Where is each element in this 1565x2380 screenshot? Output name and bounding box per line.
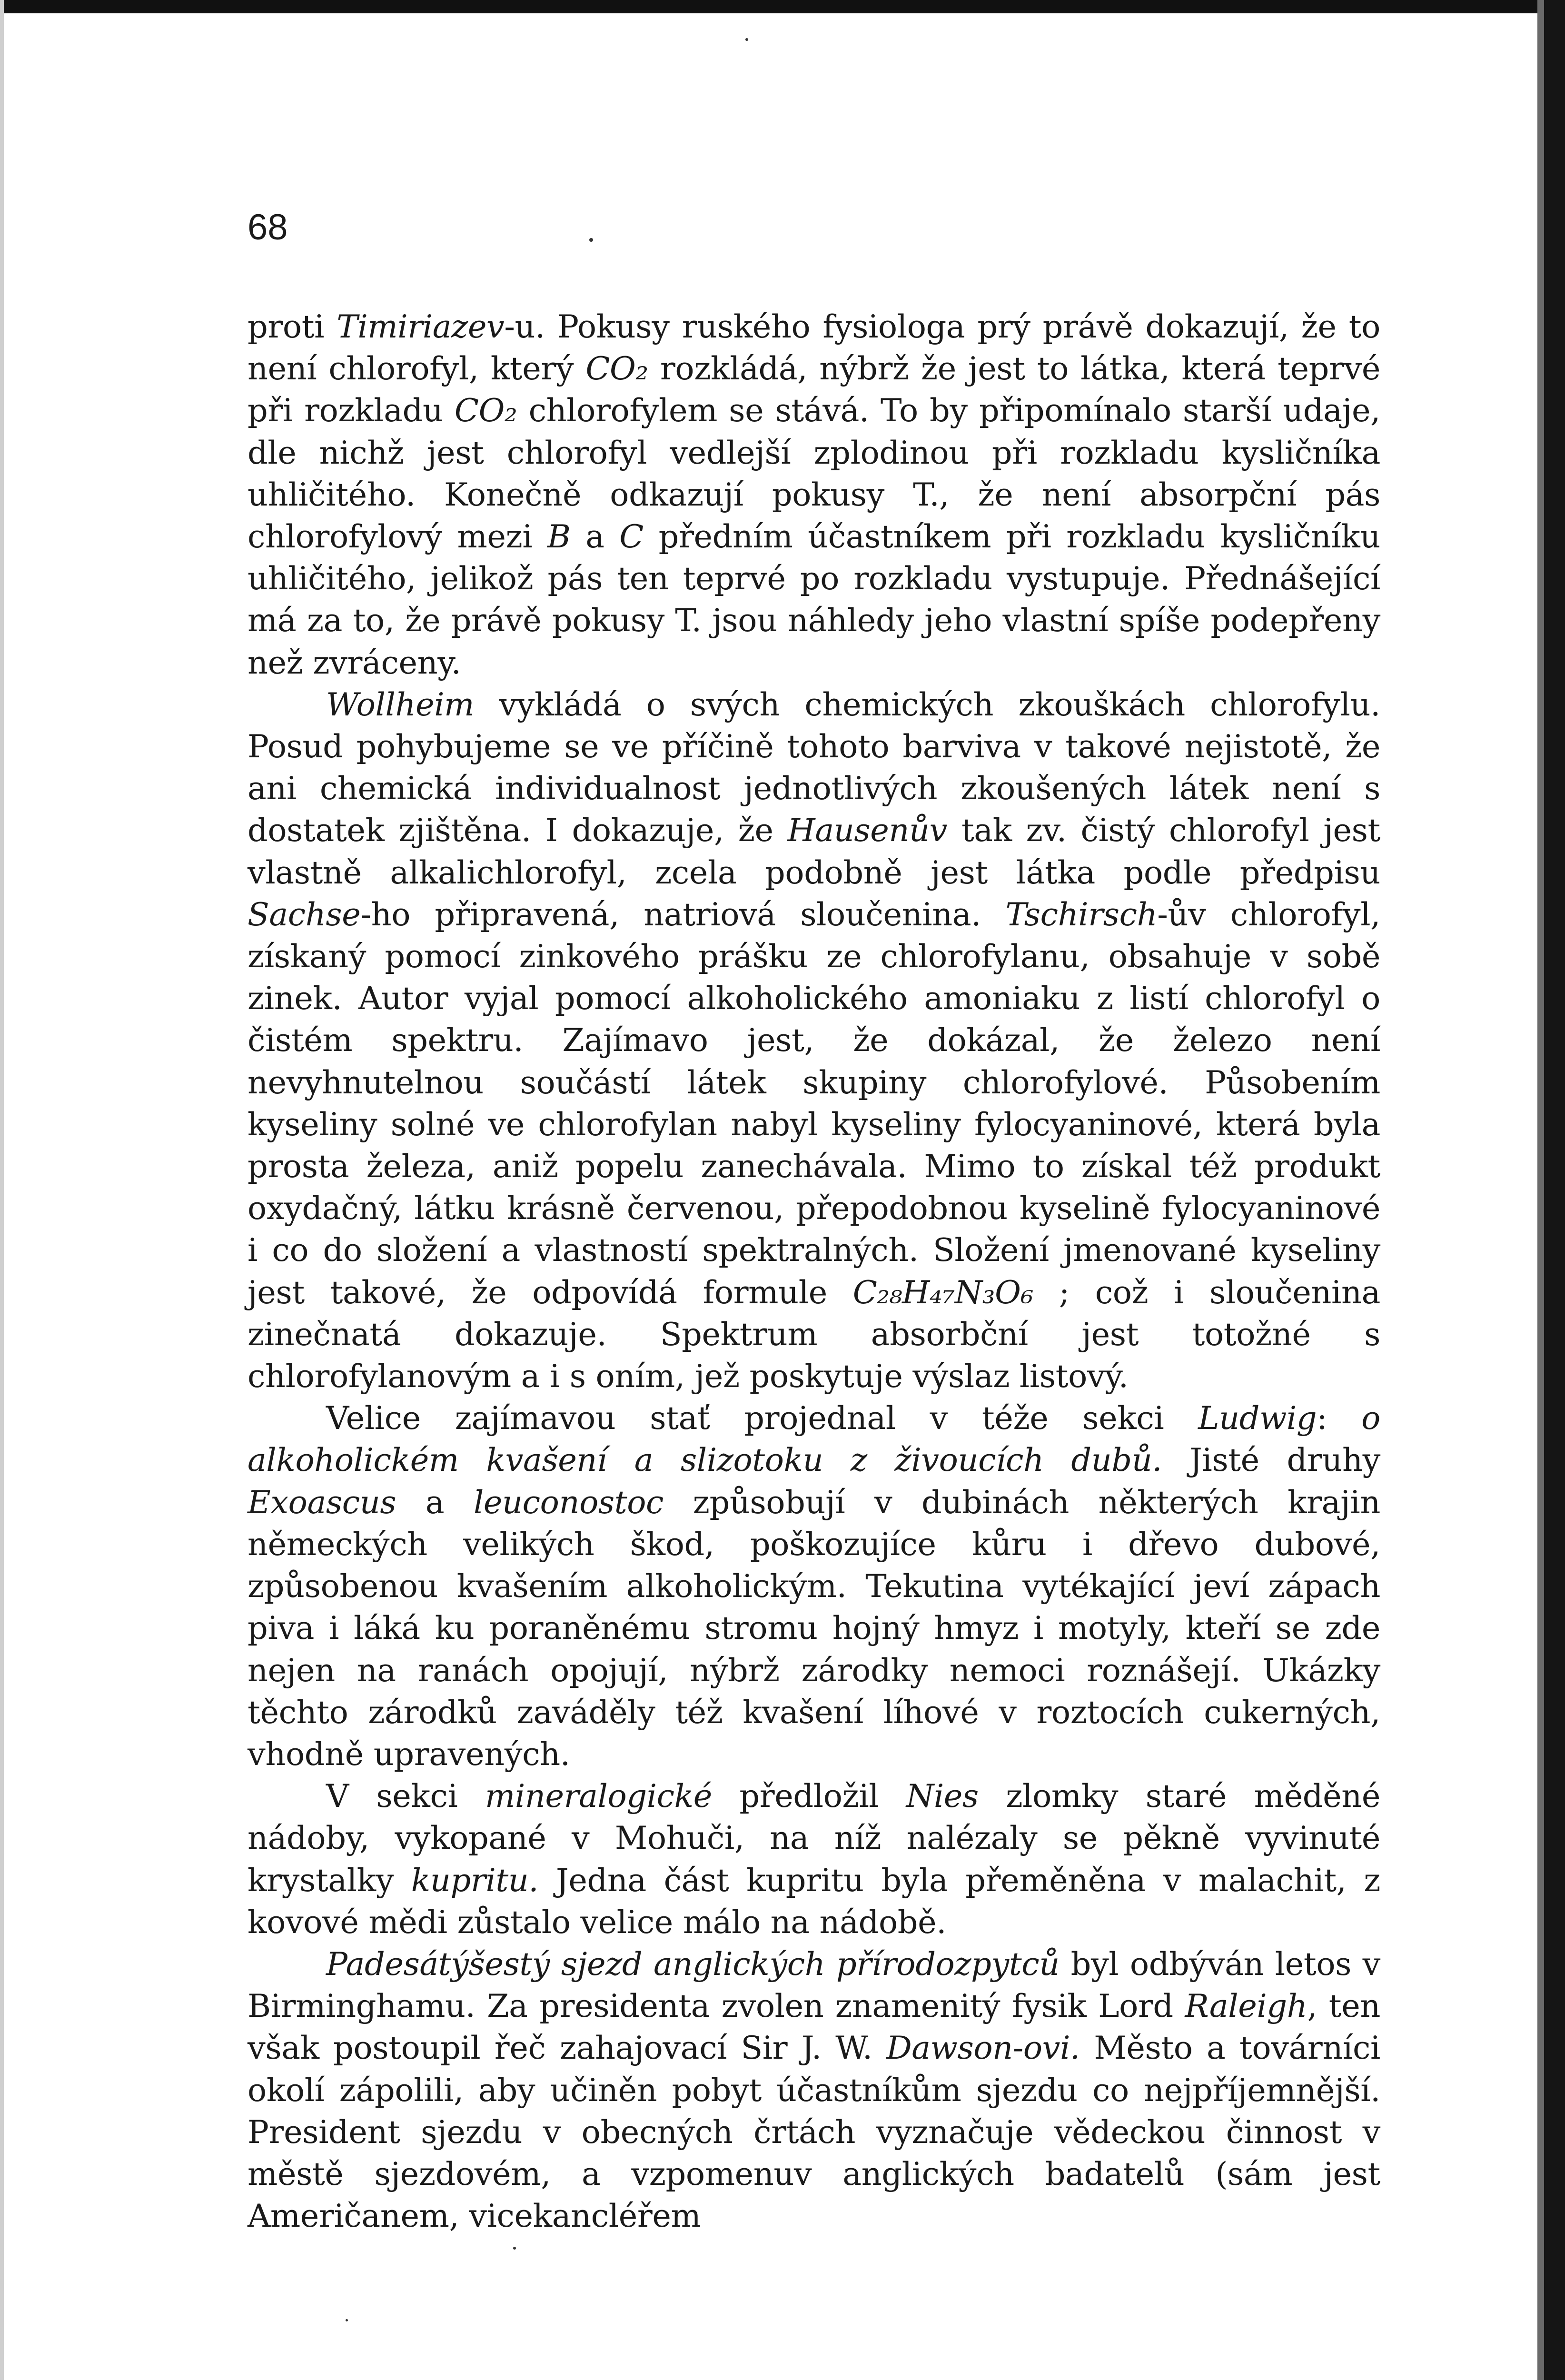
document-page <box>248 209 1380 2237</box>
page-number: 68 <box>248 207 288 248</box>
text-run: Jisté druhy <box>1162 1441 1380 1479</box>
italic-text: leuconostoc <box>473 1483 664 1521</box>
italic-text: Wollheim <box>326 685 475 723</box>
italic-text: CO₂ <box>585 350 648 387</box>
italic-text: CO₂ <box>454 392 517 429</box>
italic-text: Padesátýšestý sjezd anglických přírodozpytců <box>326 1945 1060 1983</box>
italic-text: B <box>547 518 571 555</box>
paragraph <box>248 1943 1380 2237</box>
text-run: V sekci <box>326 1777 485 1815</box>
text-run: a <box>570 518 620 555</box>
scan-border-right-shadow <box>1537 0 1544 2380</box>
scan-border-top <box>0 0 1565 13</box>
scan-speck <box>513 2247 516 2250</box>
text-run: předním účastníkem při rozkladu kysličníku uhličitého, jelikož pás ten teprvé po rozkladu vystupuje. Přednášející má za to, že právě pokusy T. jsou náhledy jeho vlastní spíše podepřeny než zvráceny. <box>248 518 1380 681</box>
paragraph <box>248 1775 1380 1943</box>
paragraph <box>248 306 1380 684</box>
text-run: způsobují v dubinách některých krajin německých velikých škod, poškozujíce kůru i dřevo dubové, způsobenou kvašením alkoholickým. Tekutina vytékající jeví zápach piva i láká ku poraněnému stromu hojný hmyz i motyly, kteří se zde nejen na ranách opojují, nýbrž zárodky nemoci roznášejí. Ukázky těchto zárodků zaváděly též kvašení líhové v roztocích cukerných, vhodně upravených. <box>248 1483 1380 1773</box>
italic-text: mineralogické <box>485 1777 712 1815</box>
text-run: a <box>396 1483 474 1521</box>
text-run: chlorofylem se stává. To by připomínalo starší udaje, dle nichž jest chlorofyl vedlejší zplodinou při rozkladu kysličníka uhličitého. Konečně odkazují pokusy T., že není absorpční pás chlorofylový mezi <box>248 392 1380 555</box>
text-run: rozkládá, nýbrž že jest to látka, která teprvé při rozkladu <box>248 350 1381 429</box>
text-run: vykládá o svých chemických zkouškách chlorofylu. Posud pohybujeme se ve příčině tohoto barviva v takové nejistotě, že ani chemická individualnost jednotlivých zkoušených látek není s dostatek zjištěna. I dokazuje, že <box>248 685 1380 849</box>
text-run: -ův chlorofyl, získaný pomocí zinkového prášku ze chlorofylanu, obsahuje v sobě zinek. Autor vyjal pomocí alkoholického amoniaku z listí chlorofyl o čistém spektru. Zajímavo jest, že dokázal, že železo není nevyhnutelnou součástí látek skupiny chlorofylové. Působením kyseliny solné ve chlorofylan nabyl kyseliny fylocyaninové, která byla prosta železa, aniž popelu zanechávala. Mimo to získal též produkt oxydačný, látku krásně červenou, přepodobnou kyselině fylocyaninové i co do složení a vlastností spektralných. Složení jmenované kyseliny jest takové, že odpovídá formule <box>248 895 1380 1311</box>
text-run: byl odbýván letos v Birminghamu. Za presidenta zvolen znamenitý fysik Lord <box>248 1945 1380 2025</box>
italic-text: C <box>619 518 644 555</box>
italic-text: Hausenův <box>787 812 947 849</box>
italic-text: Exoascus <box>248 1483 396 1521</box>
italic-text: Ludwig <box>1198 1399 1317 1437</box>
paragraph <box>248 684 1380 1397</box>
text-run: , ten však postoupil řeč zahajovací Sir J. W. <box>248 1987 1380 2067</box>
italic-text: o alkoholickém kvašení a slizotoku z živoucích dubů. <box>248 1399 1380 1479</box>
text-run: předložil <box>712 1777 906 1815</box>
italic-text: Tschirsch <box>1005 895 1158 933</box>
body-text <box>248 306 1380 2237</box>
italic-text: Timiriazev <box>337 308 505 345</box>
text-run: Jedna část kupritu byla přeměněna v malachit, z kovové mědi zůstalo velice málo na nádobě. <box>248 1861 1381 1941</box>
text-run: proti <box>248 308 337 345</box>
scan-border-left <box>0 0 4 2380</box>
italic-text: C₂₈H₄₇N₃O₆ <box>852 1273 1033 1311</box>
scan-speck <box>346 2319 348 2321</box>
text-run: zlomky staré měděné nádoby, vykopané v Mohuči, na níž nalézaly se pěkně vyvinuté krystalky <box>248 1777 1380 1899</box>
italic-text: Sachse <box>248 895 361 933</box>
text-run: tak zv. čistý chlorofyl jest vlastně alkalichlorofyl, zcela podobně jest látka podle předpisu <box>248 812 1380 891</box>
text-run: : <box>1317 1399 1362 1437</box>
italic-text: Raleigh <box>1185 1987 1307 2025</box>
text-run: ; což i sloučenina zinečnatá dokazuje. Spektrum absorbční jest totožné s chlorofylanovým a i s oním, jež poskytuje výslaz listový. <box>248 1273 1380 1395</box>
text-run: Velice zajímavou stať projednal v téže sekci <box>326 1399 1199 1437</box>
scan-speck <box>745 38 748 41</box>
italic-text: Dawson-ovi. <box>886 2029 1080 2067</box>
text-run: Město a továrníci okolí zápolili, aby učiněn pobyt účastníkům sjezdu co nejpříjemnější. President sjezdu v obecných črtách vyznačuje vědeckou činnost v městě sjezdovém, a vzpomenuv anglických badatelů (sám jest Američanem, vicekancléřem <box>248 2029 1380 2235</box>
text-run: -ho připravená, natriová sloučenina. <box>360 895 1006 933</box>
paragraph <box>248 1397 1380 1775</box>
italic-text: Nies <box>906 1777 979 1815</box>
scan-border-right <box>1544 0 1565 2380</box>
text-run: -u. Pokusy ruského fysiologa prý právě dokazují, že to není chlorofyl, který <box>248 308 1381 387</box>
italic-text: kupritu. <box>411 1861 539 1899</box>
